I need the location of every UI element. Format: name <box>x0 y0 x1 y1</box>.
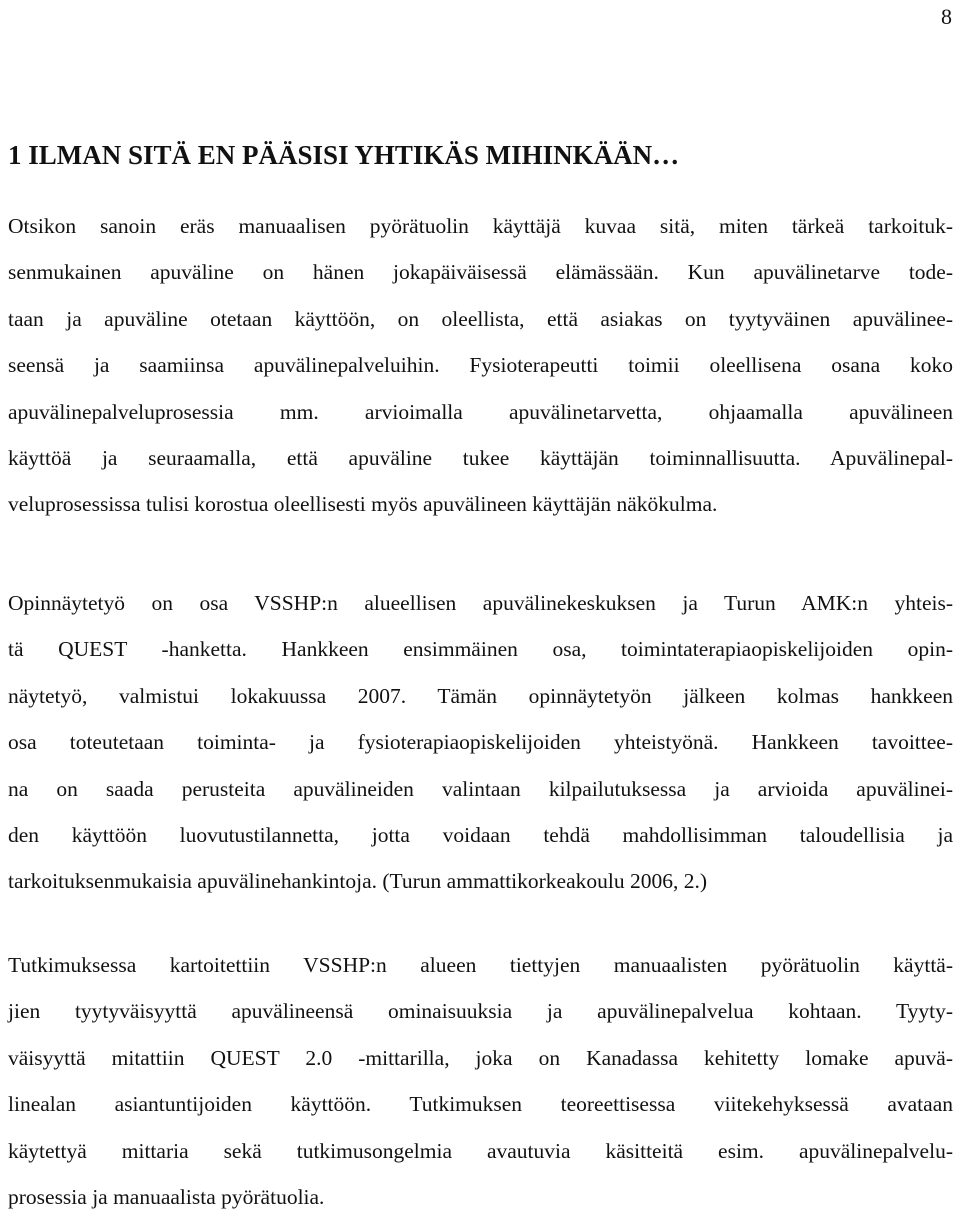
text-line: käyttöä ja seuraamalla, että apuväline tukee käyttäjän toiminnallisuutta. Apuvälinepal- <box>8 446 953 471</box>
text-line: Opinnäytetyö on osa VSSHP:n alueellisen apuvälinekeskuksen ja Turun AMK:n yhteis- <box>8 591 953 615</box>
text-line: väisyyttä mitattiin QUEST 2.0 -mittarilla, joka on Kanadassa kehitetty lomake apuvä- <box>8 1045 953 1070</box>
text-line: veluprosessissa tulisi korostua oleellisesti myös apuvälineen käyttäjän näkökulma. <box>8 492 718 517</box>
text-line: senmukainen apuväline on hänen jokapäiväisessä elämässään. Kun apuvälinetarve tode- <box>8 260 953 285</box>
text-line: den käyttöön luovutustilannetta, jotta voidaan tehdä mahdollisimman taloudellisia ja <box>8 823 953 848</box>
text-line: tä QUEST -hanketta. Hankkeen ensimmäinen osa, toimintaterapiaopiskelijoiden opin- <box>8 637 953 662</box>
text-line: käytettyä mittaria sekä tutkimusongelmia avautuvia käsitteitä esim. apuvälinepalvelu- <box>8 1138 953 1163</box>
page-number: 8 <box>941 4 952 29</box>
text-line: jien tyytyväisyyttä apuvälineensä ominaisuuksia ja apuvälinepalvelua kohtaan. Tyyty- <box>8 999 953 1024</box>
text-line: prosessia ja manuaalista pyörätuolia. <box>8 1185 325 1210</box>
text-line: tarkoituksenmukaisia apuvälinehankintoja. (Turun ammattikorkeakoulu 2006, 2.) <box>8 869 708 894</box>
text-line: na on saada perusteita apuvälineiden valintaan kilpailutuksessa ja arvioida apuvälinei- <box>8 776 953 801</box>
chapter-heading: 1 ILMAN SITÄ EN PÄÄSISI YHTIKÄS MIHINKÄÄN… <box>8 140 680 170</box>
text-line: apuvälinepalveluprosessia mm. arvioimalla apuvälinetarvetta, ohjaamalla apuvälineen <box>8 399 953 424</box>
text-line: näytetyö, valmistui lokakuussa 2007. Tämän opinnäytetyön jälkeen kolmas hankkeen <box>8 683 953 708</box>
paragraph-1 <box>8 203 953 528</box>
text-line: taan ja apuväline otetaan käyttöön, on oleellista, että asiakas on tyytyväinen apuvälinee- <box>8 306 953 331</box>
paragraph-2 <box>8 580 953 905</box>
text-line: Otsikon sanoin eräs manuaalisen pyörätuolin käyttäjä kuvaa sitä, miten tärkeä tarkoituk- <box>8 214 953 238</box>
paragraph-3 <box>8 942 953 1220</box>
text-line: linealan asiantuntijoiden käyttöön. Tutkimuksen teoreettisessa viitekehyksessä avataan <box>8 1092 953 1117</box>
text-line: Tutkimuksessa kartoitettiin VSSHP:n alueen tiettyjen manuaalisten pyörätuolin käyttä- <box>8 953 953 977</box>
text-line: osa toteutetaan toiminta- ja fysioterapiaopiskelijoiden yhteistyönä. Hankkeen tavoittee- <box>8 730 953 755</box>
text-line: seensä ja saamiinsa apuvälinepalveluihin. Fysioterapeutti toimii oleellisena osana koko <box>8 353 953 378</box>
